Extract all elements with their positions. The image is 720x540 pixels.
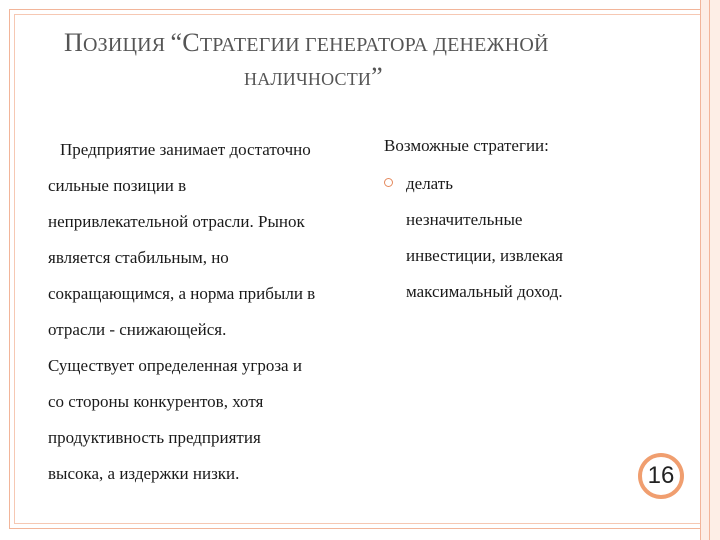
left-text-line: отрасли - снижающейся. [48, 320, 227, 339]
title-word-3: НАЛИЧНОСТИ [244, 69, 372, 89]
slide-right-bar [700, 0, 720, 540]
left-text-line: сокращающимся, а норма прибыли в [48, 284, 316, 303]
strategies-heading: Возможные стратегии: [384, 136, 549, 155]
strategy-text-line: максимальный доход. [406, 282, 563, 301]
slide-title-line-2 [244, 62, 383, 92]
circle-bullet-icon [384, 178, 393, 187]
right-text-column [384, 128, 684, 310]
left-text-line: непривлекательной отрасли. Рынок [48, 212, 305, 231]
title-cap-letter: П [64, 28, 83, 57]
strategy-bullet-item [384, 166, 684, 310]
left-text-line: сильные позиции в [48, 176, 187, 195]
left-text-line: высока, а издержки низки. [48, 464, 240, 483]
strategy-text-line: делать [406, 174, 453, 193]
title-quote-cap: “С [170, 28, 200, 57]
left-text-line: Существует определенная угроза и [48, 356, 302, 375]
title-close-quote: ” [371, 62, 383, 91]
left-text-line: является стабильным, но [48, 248, 229, 267]
left-text-line: Предприятие занимает достаточно [60, 140, 311, 159]
page-number: 16 [647, 462, 675, 489]
strategy-text-line: инвестиции, извлекая [406, 246, 563, 265]
strategy-text-line: незначительные [406, 210, 523, 229]
title-word-2: ТРАТЕГИИ ГЕНЕРАТОРА ДЕНЕЖНОЙ [199, 34, 549, 56]
left-text-column [48, 132, 378, 492]
slide-title-line-1 [64, 28, 549, 58]
title-word-1: ОЗИЦИЯ [82, 34, 171, 56]
left-text-line: продуктивность предприятия [48, 428, 261, 447]
slide-right-bar-line [709, 0, 710, 540]
left-text-line: со стороны конкурентов, хотя [48, 392, 264, 411]
